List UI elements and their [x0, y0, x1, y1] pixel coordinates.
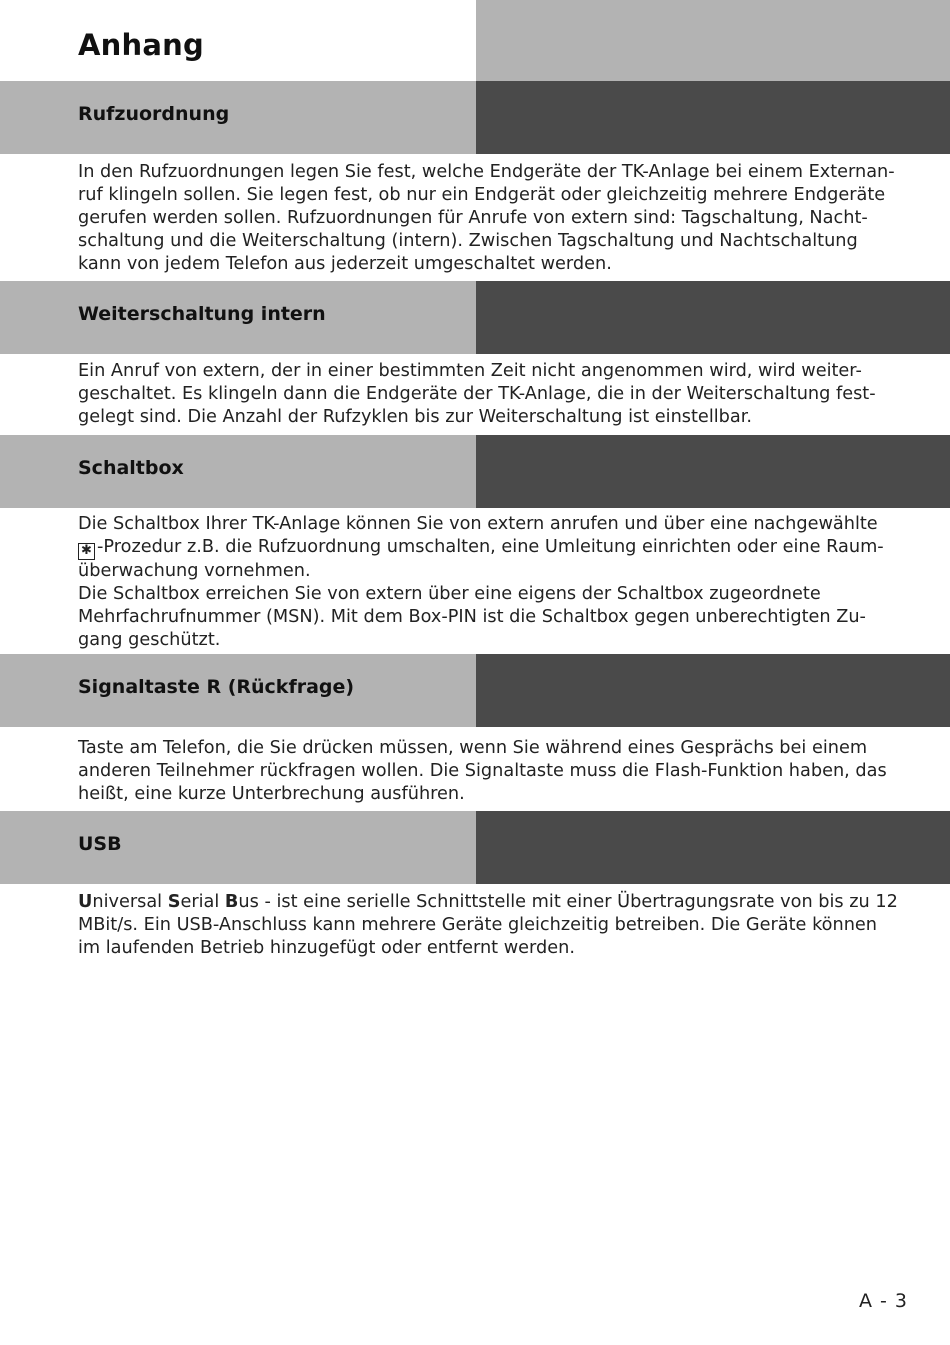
text-line: schaltung und die Weiterschaltung (intern). Zwischen Tagschaltung und Nachtschaltung — [78, 231, 858, 251]
section-body-signaltaste — [78, 737, 918, 806]
section-header-right-panel — [476, 81, 950, 154]
section-title: Schaltbox — [78, 457, 184, 479]
text-line: gelegt sind. Die Anzahl der Rufzyklen bis zur Weiterschaltung ist einstellbar. — [78, 407, 752, 427]
section-header-right-panel — [476, 811, 950, 884]
section-header-right-panel — [476, 281, 950, 354]
section-title: Weiterschaltung intern — [78, 303, 326, 325]
header-gray-block — [476, 0, 950, 81]
section-header-left-panel — [0, 811, 476, 884]
text-fragment: -Prozedur z.B. die Rufzuordnung umschalten, eine Umleitung einrichten oder eine Raum- — [97, 537, 884, 557]
bold-letter: B — [224, 892, 239, 912]
section-header-right-panel — [476, 654, 950, 727]
section-header-rufzuordnung — [0, 81, 950, 154]
text-line: kann von jedem Telefon aus jederzeit umgeschaltet werden. — [78, 254, 612, 274]
text-line: gerufen werden sollen. Rufzuordnungen für Anrufe von extern sind: Tagschaltung, Nacht- — [78, 208, 868, 228]
section-title: Rufzuordnung — [78, 103, 230, 125]
text-line: In den Rufzuordnungen legen Sie fest, welche Endgeräte der TK-Anlage bei einem Externan- — [78, 162, 895, 182]
text-fragment: us - ist eine serielle Schnittstelle mit einer Übertragungsrate von bis zu 12 — [238, 892, 898, 912]
section-header-left-panel — [0, 435, 476, 508]
text-fragment: erial — [180, 892, 225, 912]
text-fragment: niversal — [92, 892, 168, 912]
text-line: MBit/s. Ein USB-Anschluss kann mehrere Geräte gleichzeitig betreiben. Die Geräte können — [78, 915, 878, 935]
text-line: Die Schaltbox erreichen Sie von extern über eine eigens der Schaltbox zugeordnete — [78, 584, 821, 604]
star-key-icon: ✱ — [78, 543, 95, 560]
text-line-with-key — [78, 536, 918, 560]
section-header-schaltbox — [0, 435, 950, 508]
section-body-usb — [78, 891, 918, 960]
bold-letter: U — [78, 892, 93, 912]
text-line: Mehrfachrufnummer (MSN). Mit dem Box-PIN ist die Schaltbox gegen unberechtigten Zu- — [78, 607, 866, 627]
section-body-rufzuordnung — [78, 161, 918, 276]
text-line: anderen Teilnehmer rückfragen wollen. Die Signaltaste muss die Flash-Funktion haben, das — [78, 761, 887, 781]
section-title: Signaltaste R (Rückfrage) — [78, 676, 355, 698]
section-header-signaltaste — [0, 654, 950, 727]
section-header-left-panel — [0, 81, 476, 154]
section-header-usb — [0, 811, 950, 884]
section-body-schaltbox — [78, 513, 918, 652]
section-header-right-panel — [476, 435, 950, 508]
page-title: Anhang — [78, 28, 204, 62]
text-line: geschaltet. Es klingeln dann die Endgeräte der TK-Anlage, die in der Weiterschaltung fest- — [78, 384, 876, 404]
text-line: Die Schaltbox Ihrer TK-Anlage können Sie von extern anrufen und über eine nachgewählte — [78, 514, 878, 534]
bold-letter: S — [167, 892, 181, 912]
text-line: überwachung vornehmen. — [78, 561, 311, 581]
text-line: Taste am Telefon, die Sie drücken müssen, wenn Sie während eines Gesprächs bei einem — [78, 738, 868, 758]
text-line: im laufenden Betrieb hinzugefügt oder entfernt werden. — [78, 938, 575, 958]
section-title: USB — [78, 833, 122, 855]
text-line: heißt, eine kurze Unterbrechung ausführen. — [78, 784, 465, 804]
page-number: A - 3 — [858, 1290, 908, 1312]
text-line: ruf klingeln sollen. Sie legen fest, ob nur ein Endgerät oder gleichzeitig mehrere Endgeräte — [78, 185, 886, 205]
section-body-weiterschaltung — [78, 360, 918, 429]
section-header-weiterschaltung — [0, 281, 950, 354]
text-line-usb-definition — [78, 891, 918, 914]
text-line: Ein Anruf von extern, der in einer bestimmten Zeit nicht angenommen wird, wird weiter- — [78, 361, 862, 381]
text-line: gang geschützt. — [78, 630, 221, 650]
